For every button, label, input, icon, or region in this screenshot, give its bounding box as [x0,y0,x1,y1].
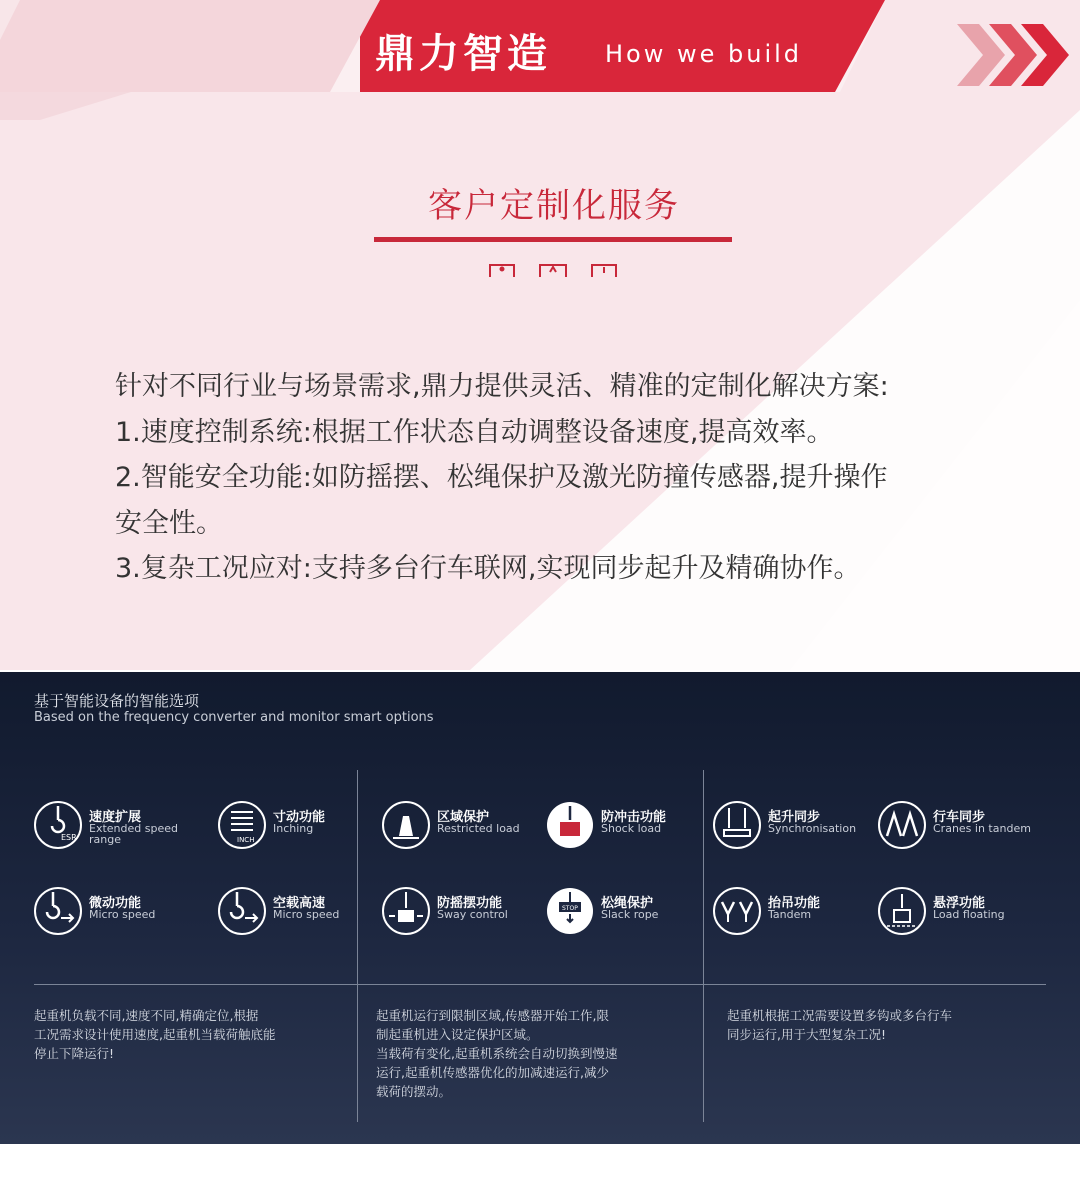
slack-rope-icon [545,886,595,936]
feature-zh: 防冲击功能 [601,810,667,825]
description-line: 工况需求设计使用速度,起重机当载荷触底能 [34,1027,276,1042]
feature-en: Load floating [933,908,1005,921]
feature-en: Restricted load [437,822,520,835]
feature-tandem [712,886,877,942]
sway-control-icon [381,886,431,936]
intro-line: 安全性。 [115,507,223,539]
feature-zh: 微动功能 [89,896,142,911]
feature-en: Synchronisation [768,822,857,835]
feature-slack-rope [545,886,710,942]
feature-zh: 悬浮功能 [933,896,986,911]
svg-text:ESR: ESR [61,833,77,842]
feature-restricted-load [381,800,546,856]
feature-en: Micro speed [273,908,340,921]
feature-sway-control [381,886,546,942]
feature-en: Shock load [601,822,662,835]
restricted-area-icon [381,800,431,850]
hook-esr-icon [33,800,83,850]
feature-en: Tandem [768,908,812,921]
options-title: 基于智能设备的智能选项 [34,692,200,710]
description-safety [376,1006,617,1101]
description-line: 起重机根据工况需要设置多钩或多台行车 [727,1008,953,1023]
feature-zh: 抬吊功能 [768,896,821,911]
shock-load-icon [545,800,595,850]
banner-subtitle: How we build [605,40,803,68]
feature-en: Extended speed range [89,822,178,846]
svg-text:INCH: INCH [237,836,255,844]
intro-line: 3.复杂工况应对:支持多台行车联网,实现同步起升及精确协作。 [115,553,861,584]
feature-extended-speed [33,800,198,856]
feature-cranes-tandem [877,800,1042,856]
feature-zh: 防摇摆功能 [437,896,503,911]
tandem-lift-icon [712,886,762,936]
feature-zh: 空载高速 [273,896,326,911]
row-divider [34,984,1046,985]
feature-synchronisation [712,800,877,856]
description-line: 起重机运行到限制区域,传感器开始工作,限 [376,1008,609,1023]
load-floating-icon [877,886,927,936]
description-line: 同步运行,用于大型复杂工况! [727,1027,886,1042]
feature-zh: 区域保护 [437,810,490,825]
feature-en: Slack rope [601,908,659,921]
description-speed [34,1006,275,1063]
smart-options-panel [0,672,1080,1144]
feature-zh: 松绳保护 [601,896,654,911]
description-line: 起重机负载不同,速度不同,精确定位,根据 [34,1008,259,1023]
feature-zh: 速度扩展 [89,810,142,825]
micro-speed-icon [33,886,83,936]
intro-line: 1.速度控制系统:根据工作状态自动调整设备速度,提高效率。 [115,416,834,448]
description-line: 制起重机进入设定保护区域。 [376,1027,539,1042]
feature-zh: 起升同步 [768,810,821,825]
feature-load-floating [877,886,1042,942]
feature-zh: 行车同步 [933,810,986,825]
svg-text:STOP: STOP [562,905,578,912]
chevron-arrows-icon [955,22,1070,88]
empty-high-speed-icon [217,886,267,936]
intro-paragraph [115,364,1015,592]
feature-en: Inching [273,822,314,835]
section-title: 客户定制化服务 [428,186,680,226]
description-line: 运行,起重机传感器优化的加减速运行,减少 [376,1065,609,1080]
feature-zh: 寸动功能 [273,810,326,825]
options-subtitle: Based on the frequency converter and monitor smart options [34,710,434,725]
description-sync [727,1006,952,1044]
feature-micro-speed [33,886,198,942]
description-line: 载荷的摆动。 [376,1084,452,1099]
intro-line: 2.智能安全功能:如防摇摆、松绳保护及激光防撞传感器,提升操作 [115,462,888,493]
description-line: 当载荷有变化,起重机系统会自动切换到慢速 [376,1046,618,1061]
decorative-mini-icons [488,262,618,278]
feature-shock-load [545,800,710,856]
feature-en: Sway control [437,908,508,921]
cranes-tandem-icon [877,800,927,850]
hook-inch-icon [217,800,267,850]
page-footer-space [0,1144,1080,1178]
feature-empty-high-speed [217,886,382,942]
title-underline [374,237,732,242]
feature-inching [217,800,382,856]
feature-en: Micro speed [89,908,156,921]
description-line: 停止下降运行! [34,1046,115,1061]
feature-en: Cranes in tandem [933,822,1031,835]
intro-line: 针对不同行业与场景需求,鼎力提供灵活、精准的定制化解决方案: [115,371,889,402]
banner-title: 鼎力智造 [375,31,551,77]
sync-hooks-icon [712,800,762,850]
